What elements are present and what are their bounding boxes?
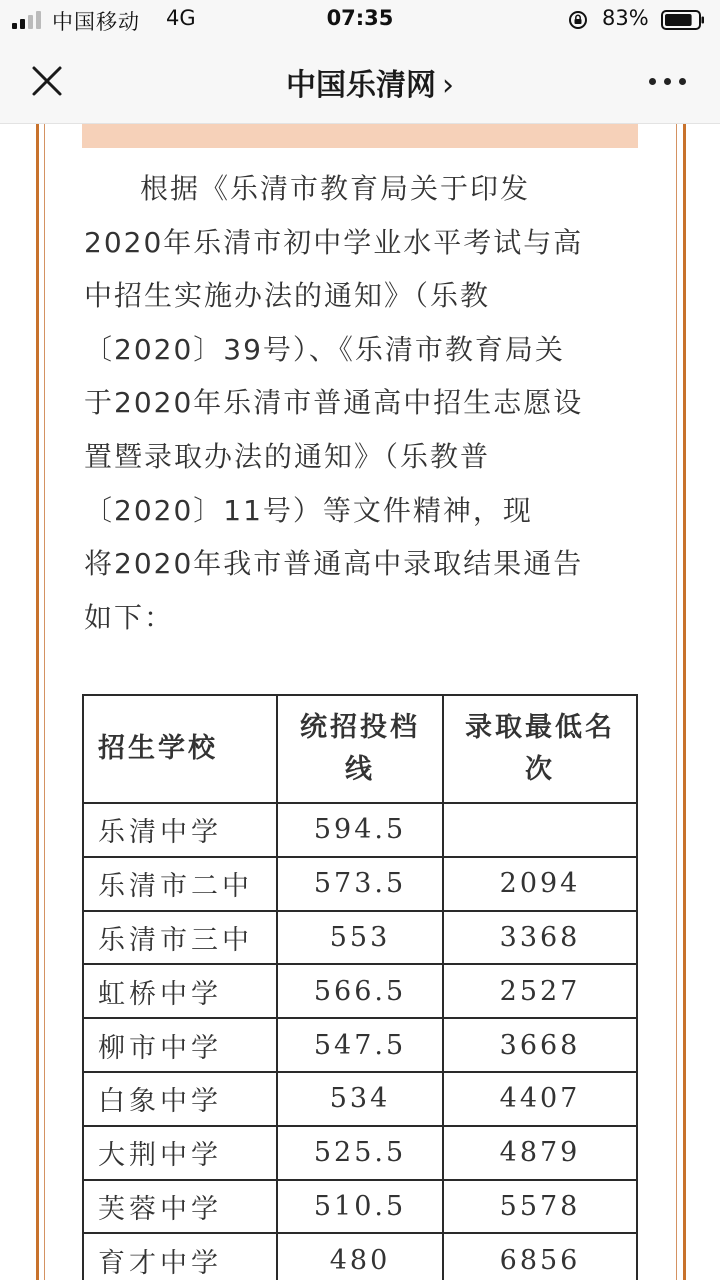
paragraph-line: 将2020年我市普通高中录取结果通告 — [84, 547, 584, 581]
paragraph-line: 根据《乐清市教育局关于印发 — [140, 172, 531, 205]
banner-image-strip — [82, 124, 638, 148]
frame-border-right-inner — [676, 124, 677, 1280]
header-min-rank: 录取最低名 次 — [443, 695, 637, 803]
school-name: 虹桥中学 — [83, 964, 277, 1018]
school-name: 育才中学 — [83, 1233, 277, 1280]
score-value: 553 — [277, 911, 443, 965]
score-value: 573.5 — [277, 857, 443, 911]
rank-value: 4407 — [443, 1072, 637, 1126]
carrier-name: 中国移动 — [52, 10, 140, 34]
article-paragraph — [84, 162, 636, 644]
paragraph-line: 置暨录取办法的通知》（乐教普 — [84, 439, 491, 473]
paragraph-line: 2020年乐清市初中学业水平考试与高 — [84, 225, 584, 259]
paragraph-line: 如下： — [84, 600, 175, 634]
chevron-right-icon: › — [442, 68, 454, 103]
rank-value — [443, 803, 637, 857]
frame-border-left-inner — [44, 124, 45, 1280]
school-name: 乐清市二中 — [83, 857, 277, 911]
table-header-row — [83, 695, 637, 803]
rank-value: 6856 — [443, 1233, 637, 1280]
table-row — [83, 857, 637, 911]
rank-value: 2094 — [443, 857, 637, 911]
frame-border-right-outer — [683, 124, 686, 1280]
status-time: 07:35 — [326, 6, 394, 30]
paragraph-line: 中招生实施办法的通知》（乐教 — [84, 279, 491, 313]
score-value: 547.5 — [277, 1018, 443, 1072]
table-row — [83, 1018, 637, 1072]
school-name: 大荆中学 — [83, 1126, 277, 1180]
score-value: 566.5 — [277, 964, 443, 1018]
table-row — [83, 803, 637, 857]
rotation-lock-icon — [568, 10, 588, 30]
rank-value: 3668 — [443, 1018, 637, 1072]
account-title: 中国乐清网 — [286, 68, 436, 103]
header-school: 招生学校 — [83, 695, 277, 803]
score-value: 594.5 — [277, 803, 443, 857]
network-type: 4G — [166, 6, 196, 30]
navigation-bar — [0, 40, 720, 124]
header-score-line: 统招投档 线 — [277, 695, 443, 803]
more-icon[interactable] — [640, 60, 696, 102]
rank-value: 5578 — [443, 1180, 637, 1234]
table-row — [83, 1233, 637, 1280]
score-value: 525.5 — [277, 1126, 443, 1180]
battery-percent: 83% — [602, 6, 649, 30]
admission-score-table — [82, 694, 638, 1280]
table-row — [83, 1126, 637, 1180]
table-row — [83, 1180, 637, 1234]
score-value: 480 — [277, 1233, 443, 1280]
score-value: 510.5 — [277, 1180, 443, 1234]
frame-border-left-outer — [36, 124, 39, 1280]
school-name: 芙蓉中学 — [83, 1180, 277, 1234]
school-name: 乐清市三中 — [83, 911, 277, 965]
account-title-button[interactable] — [0, 60, 720, 104]
status-bar — [0, 0, 720, 40]
table-row — [83, 911, 637, 965]
paragraph-line: 〔2020〕39号）、《乐清市教育局关 — [84, 332, 565, 366]
table-row — [83, 964, 637, 1018]
table-row — [83, 1072, 637, 1126]
rank-value: 4879 — [443, 1126, 637, 1180]
battery-icon — [661, 10, 705, 30]
score-value: 534 — [277, 1072, 443, 1126]
paragraph-line: 于2020年乐清市普通高中招生志愿设 — [84, 386, 584, 420]
school-name: 乐清中学 — [83, 803, 277, 857]
paragraph-line: 〔2020〕11号）等文件精神，现 — [84, 493, 533, 527]
rank-value: 3368 — [443, 911, 637, 965]
rank-value: 2527 — [443, 964, 637, 1018]
school-name: 柳市中学 — [83, 1018, 277, 1072]
school-name: 白象中学 — [83, 1072, 277, 1126]
